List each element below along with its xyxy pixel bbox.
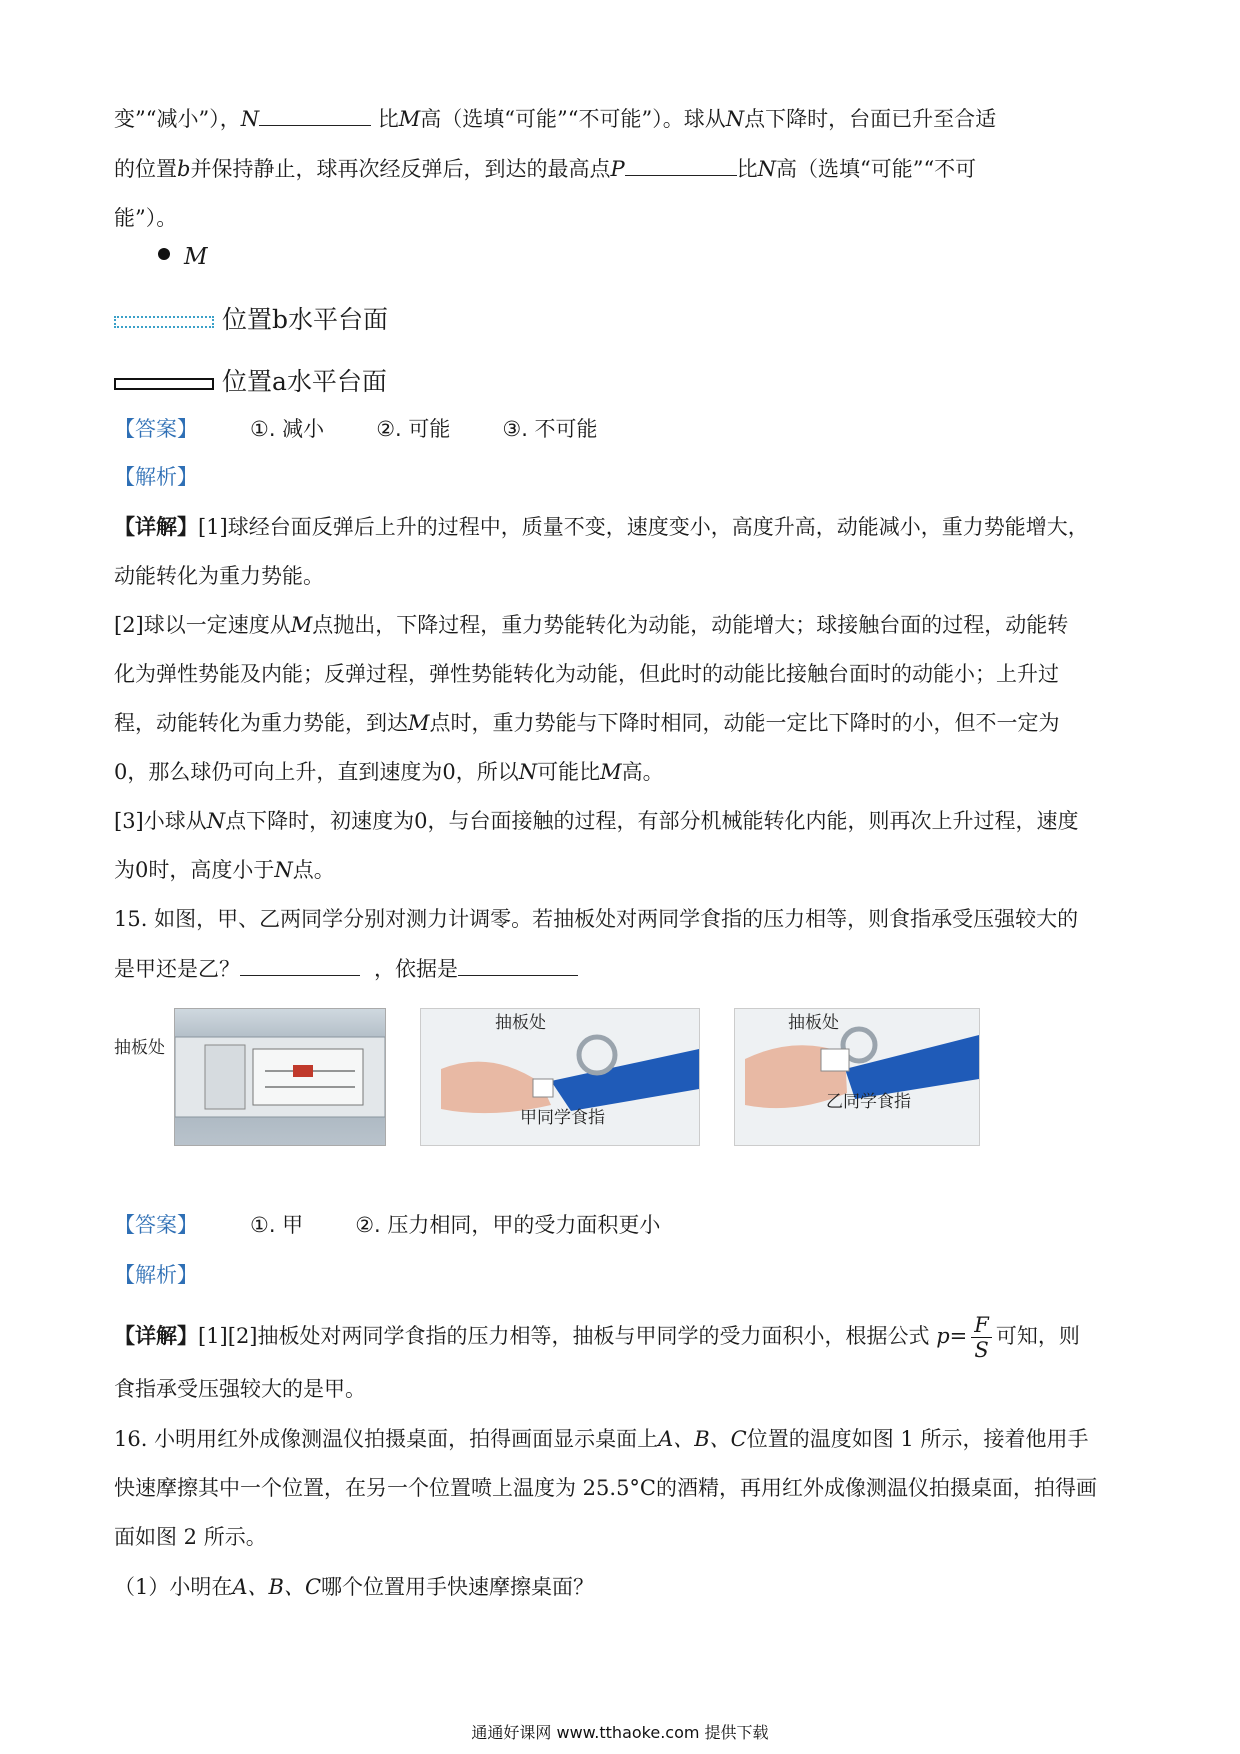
q15-detail-1 bbox=[114, 1310, 1080, 1362]
text: 点时，重力势能与下降时相同，动能一定比下降时的小，但不一定为 bbox=[429, 711, 1060, 735]
answer-tag: 【答案】 bbox=[114, 1213, 198, 1237]
text: 比 bbox=[736, 157, 758, 181]
legend-b-label: 位置b水平台面 bbox=[222, 305, 389, 334]
text: [1][2]抽板处对两同学食指的压力相等，抽板与甲同学的受力面积小，根据公式 bbox=[198, 1324, 930, 1348]
q15-answer-row bbox=[114, 1210, 660, 1240]
q14-line-2 bbox=[114, 153, 976, 184]
var-m: M bbox=[600, 760, 622, 784]
photo3-top-label: 抽板处 bbox=[788, 1013, 839, 1033]
text: 快速摩擦其中一个位置，在另一个位置喷上温度为 25.5°C的酒精，再用红外成像测温仪拍摄桌面，拍得画 bbox=[114, 1476, 1097, 1500]
answer-item: ①. 减小 bbox=[250, 417, 325, 441]
text: 0，那么球仍可向上升，直到速度为0，所以 bbox=[114, 760, 519, 784]
q14-detail-1 bbox=[114, 512, 1089, 542]
answer-item: ③. 不可能 bbox=[502, 417, 598, 441]
answer-blank-4[interactable] bbox=[458, 953, 578, 976]
answer-item: ①. 甲 bbox=[250, 1213, 304, 1237]
photo3-bottom-label: 乙同学食指 bbox=[826, 1092, 911, 1112]
q16-sub-question-1 bbox=[114, 1572, 594, 1602]
platform-a-legend-line bbox=[114, 378, 214, 390]
text: 点抛出，下降过程，重力势能转化为动能，动能增大；球接触台面的过程，动能转 bbox=[312, 613, 1069, 637]
text: 程，动能转化为重力势能，到达 bbox=[114, 711, 408, 735]
q16-stem-3 bbox=[114, 1522, 267, 1552]
var-n: N bbox=[518, 760, 538, 784]
q16-stem-2 bbox=[114, 1473, 1097, 1503]
student-b-photo bbox=[734, 1008, 980, 1146]
q15-analysis-tag bbox=[114, 1260, 198, 1290]
q14-analysis-tag bbox=[114, 462, 198, 492]
q14-detail-2d bbox=[114, 757, 664, 787]
text: 高（选填“可能”“不可 bbox=[775, 157, 977, 181]
legend-a-label: 位置a水平台面 bbox=[222, 367, 387, 396]
text: 变”“减小”）， bbox=[114, 107, 241, 131]
detail-tag: 【详解】 bbox=[114, 515, 198, 539]
text: 15. 如图，甲、乙两同学分别对测力计调零。若抽板处对两同学食指的压力相等，则食指承受压强较大的 bbox=[114, 907, 1079, 931]
var-n: N bbox=[757, 157, 776, 181]
answer-item: ②. 压力相同，甲的受力面积更小 bbox=[355, 1213, 661, 1237]
photo1-label: 抽板处 bbox=[114, 1038, 165, 1058]
text: （1）小明在 bbox=[114, 1575, 233, 1599]
q14-detail-2c bbox=[114, 708, 1060, 738]
photo2-bottom-label: 甲同学食指 bbox=[520, 1108, 605, 1128]
ball-point-dot bbox=[158, 248, 170, 260]
q14-detail-3b bbox=[114, 855, 335, 885]
var-m: M bbox=[290, 613, 313, 637]
q14-detail-1b bbox=[114, 561, 324, 591]
student-b-drawing bbox=[735, 1009, 979, 1145]
q14-detail-3a bbox=[114, 806, 1078, 836]
point-m-label: M bbox=[184, 244, 208, 270]
q14-detail-2b bbox=[114, 659, 1059, 689]
q14-answer-row bbox=[114, 414, 598, 444]
formula-p: p bbox=[936, 1324, 950, 1348]
text: 动能转化为重力势能。 bbox=[114, 564, 324, 588]
text: [2]球以一定速度从 bbox=[114, 613, 291, 637]
var-n: N bbox=[240, 107, 260, 131]
answer-blank-2[interactable] bbox=[625, 153, 737, 176]
text: 为0时，高度小于 bbox=[114, 858, 275, 882]
text: 哪个位置用手快速摩擦桌面？ bbox=[321, 1575, 595, 1599]
var-m: M bbox=[408, 711, 430, 735]
text: 的位置 bbox=[114, 157, 177, 181]
force-gauge-photo bbox=[174, 1008, 386, 1146]
formula-numerator: F bbox=[971, 1313, 992, 1338]
text: 点下降时，台面已升至合适 bbox=[744, 107, 997, 131]
analysis-tag: 【解析】 bbox=[114, 465, 198, 489]
text: 食指承受压强较大的是甲。 bbox=[114, 1377, 366, 1401]
var-n: N bbox=[274, 858, 293, 882]
text: 是甲还是乙？ bbox=[114, 957, 240, 981]
text: [1]球经台面反弹后上升的过程中，质量不变，速度变小，高度升高，动能减小，重力势能增大， bbox=[198, 515, 1089, 539]
var-b: b bbox=[177, 157, 191, 181]
text: 点下降时，初速度为0，与台面接触的过程，有部分机械能转化内能，则再次上升过程，速度 bbox=[225, 809, 1079, 833]
formula-fraction bbox=[971, 1313, 992, 1362]
answer-blank-1[interactable] bbox=[259, 103, 371, 126]
text: 点。 bbox=[292, 858, 335, 882]
text: 高。 bbox=[621, 760, 664, 784]
text: [3]小球从 bbox=[114, 809, 207, 833]
text: 面如图 2 所示。 bbox=[114, 1525, 267, 1549]
text: 可能比 bbox=[537, 760, 601, 784]
answer-blank-3[interactable] bbox=[240, 953, 360, 976]
text: 比 bbox=[371, 107, 399, 131]
text: 化为弹性势能及内能；反弹过程，弹性势能转化为动能，但此时的动能比接触台面时的动能小；上升过 bbox=[114, 662, 1059, 686]
positions: A、B、C bbox=[232, 1575, 322, 1599]
q16-stem-1 bbox=[114, 1424, 1088, 1454]
text: 16. 小明用红外成像测温仪拍摄桌面，拍得画面显示桌面上 bbox=[114, 1427, 659, 1451]
detail-tag: 【详解】 bbox=[114, 1324, 198, 1348]
q15-detail-2 bbox=[114, 1374, 366, 1404]
text: 可知，则 bbox=[995, 1324, 1080, 1348]
text: 位置的温度如图 1 所示，接着他用手 bbox=[746, 1427, 1089, 1451]
text: ，依据是 bbox=[374, 957, 458, 981]
var-p: P bbox=[610, 157, 625, 181]
q15-stem-2 bbox=[114, 953, 578, 984]
platform-b-legend-line bbox=[114, 316, 214, 328]
text: 能”）。 bbox=[114, 206, 178, 230]
var-m: M bbox=[398, 107, 421, 131]
var-n: N bbox=[725, 107, 745, 131]
text: 高（选填“可能”“不可能”）。球从 bbox=[420, 107, 726, 131]
formula-denominator: S bbox=[974, 1338, 989, 1362]
footer-watermark: 通通好课网 www.tthaoke.com 提供下载 bbox=[471, 1723, 769, 1742]
q14-line-1 bbox=[114, 103, 996, 134]
force-gauge-drawing bbox=[175, 1009, 385, 1145]
q14-line-3 bbox=[114, 203, 177, 233]
positions: A、B、C bbox=[658, 1427, 747, 1451]
var-n: N bbox=[206, 809, 226, 833]
q14-detail-2a bbox=[114, 610, 1068, 640]
q15-stem-1 bbox=[114, 904, 1078, 934]
analysis-tag: 【解析】 bbox=[114, 1263, 198, 1287]
answer-item: ②. 可能 bbox=[376, 417, 451, 441]
formula-equals: = bbox=[949, 1324, 968, 1348]
answer-tag: 【答案】 bbox=[114, 417, 198, 441]
photo2-top-label: 抽板处 bbox=[495, 1013, 546, 1033]
text: 并保持静止，球再次经反弹后，到达的最高点 bbox=[190, 157, 611, 181]
